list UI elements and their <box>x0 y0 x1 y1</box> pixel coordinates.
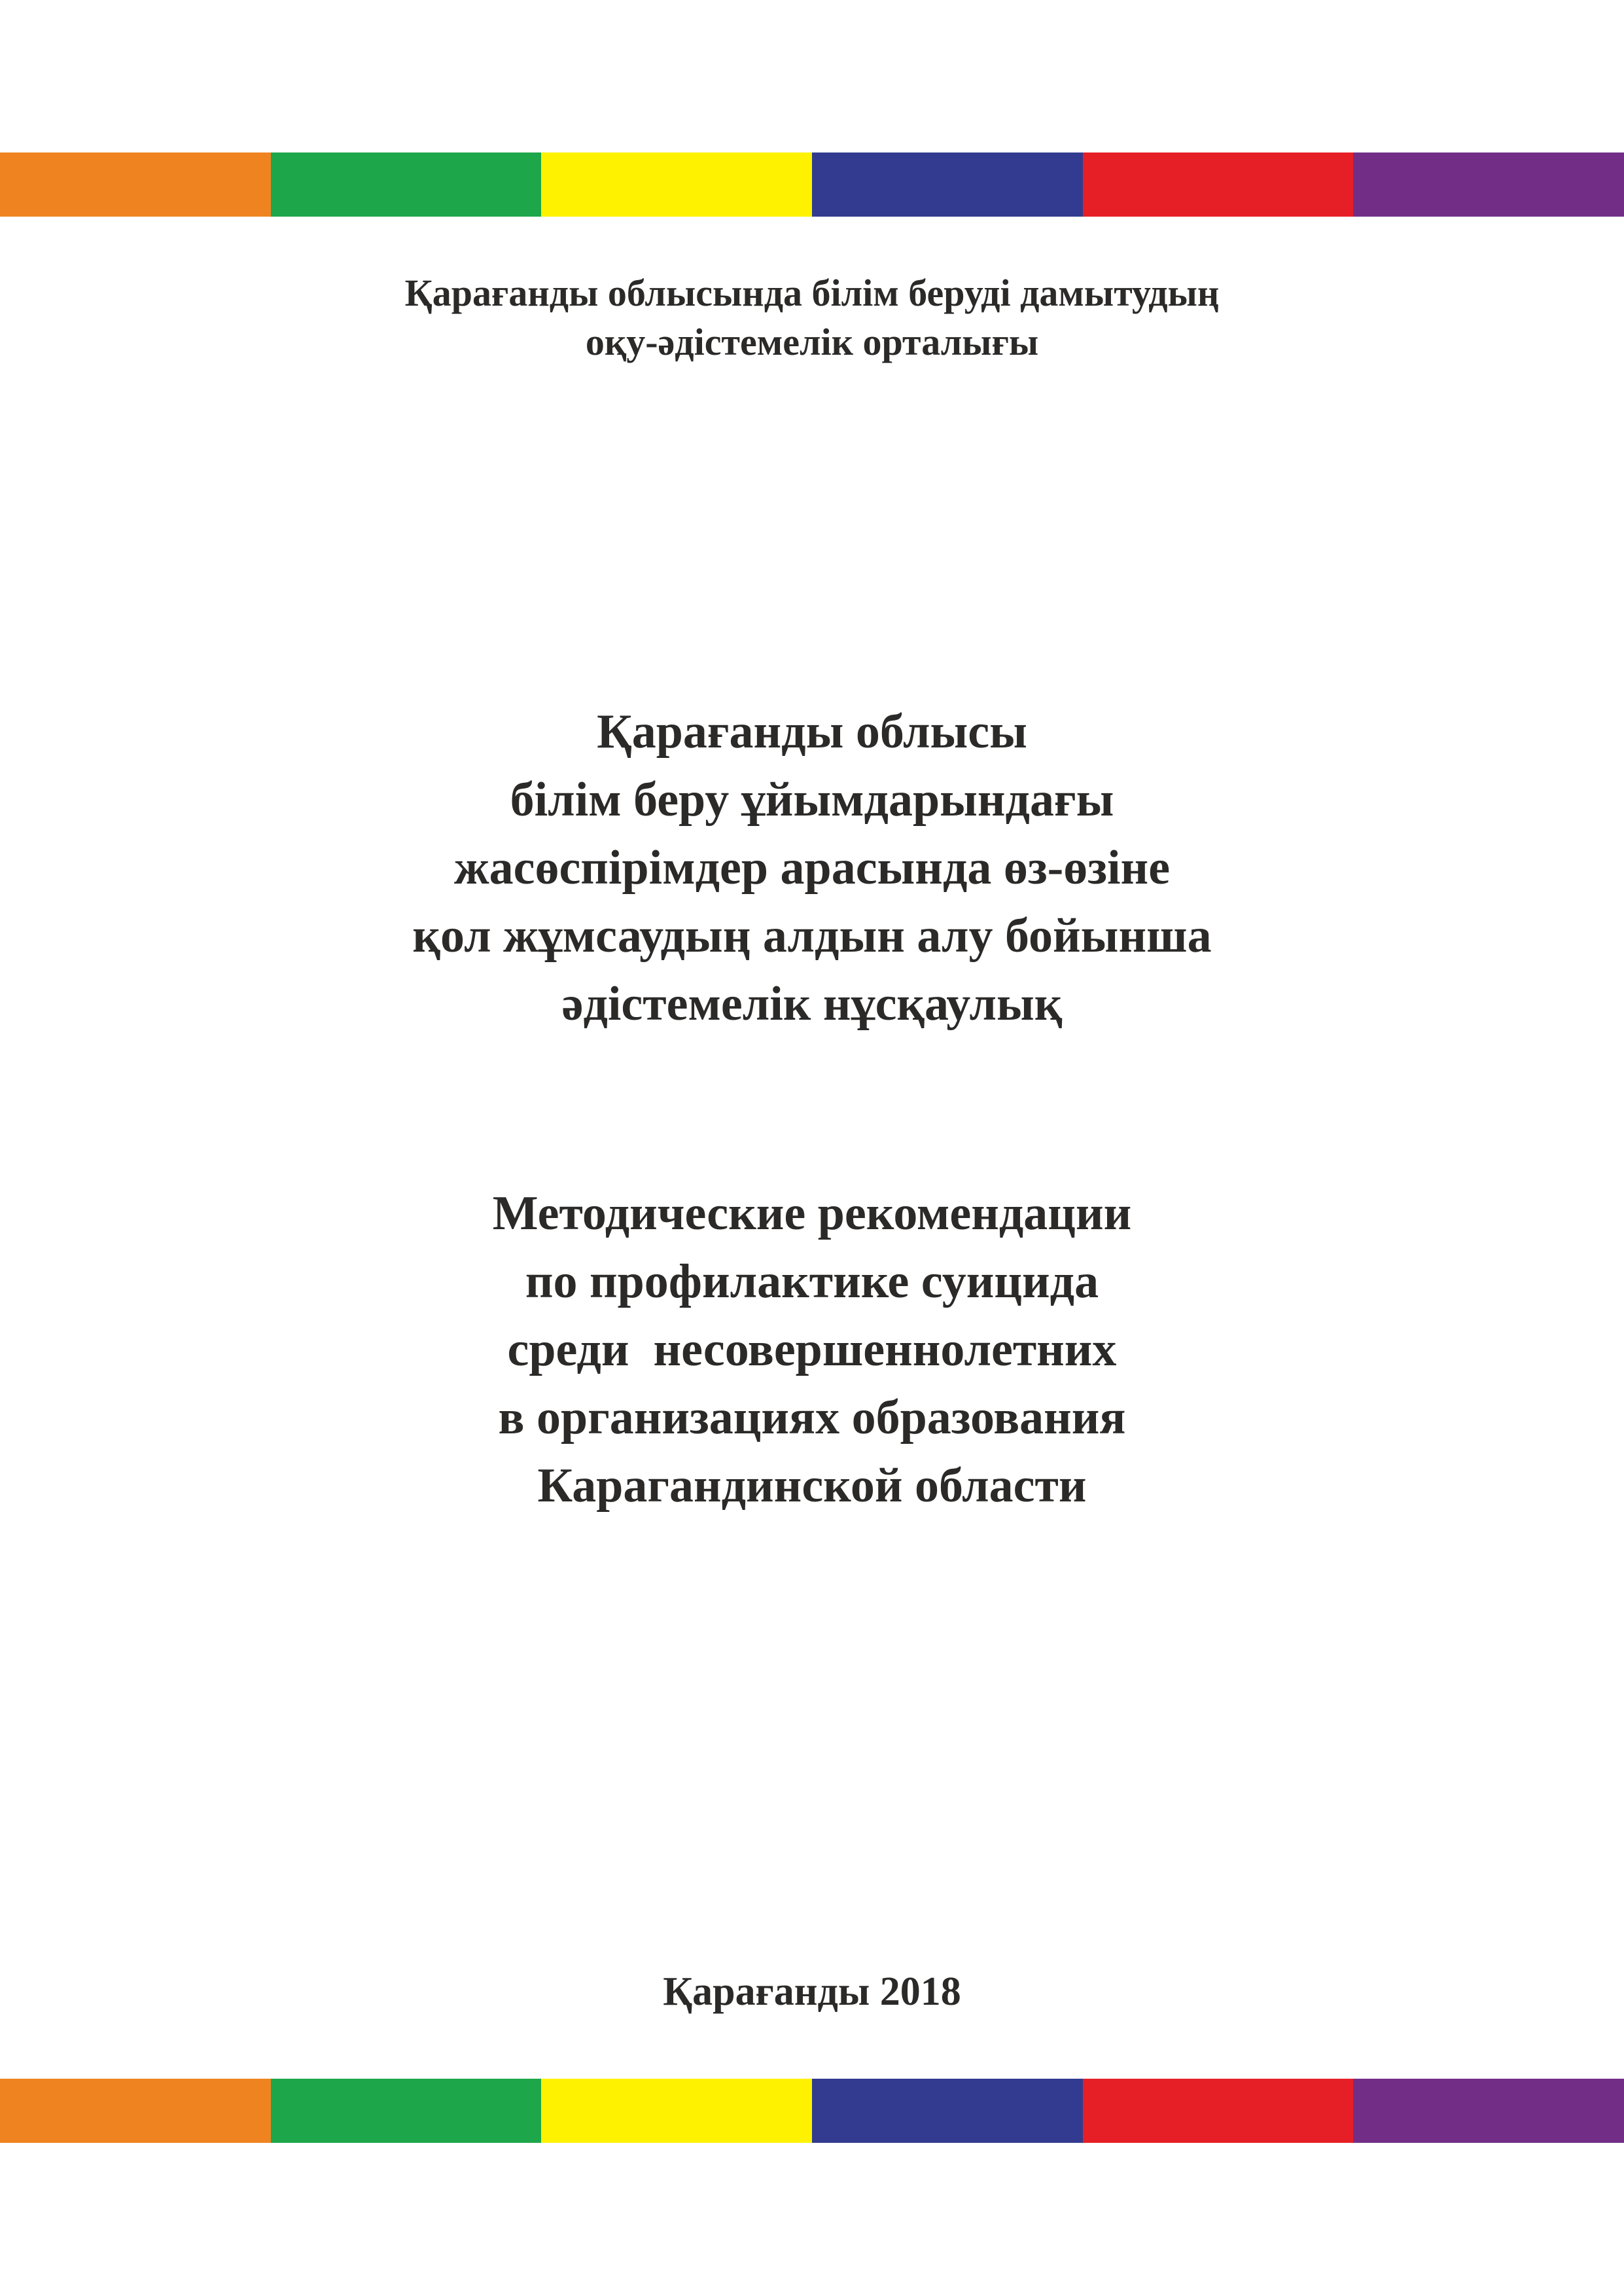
title-russian-line: среди несовершеннолетних <box>507 1323 1117 1376</box>
stripe-segment-green <box>271 2079 542 2143</box>
stripe-segment-red <box>1083 2079 1354 2143</box>
title-kazakh-line: әдістемелік нұсқаулық <box>561 977 1063 1031</box>
stripe-segment-yellow <box>541 2079 812 2143</box>
stripe-segment-blue <box>812 152 1083 217</box>
title-kazakh-line: білім беру ұйымдарындағы <box>510 773 1114 827</box>
stripe-segment-orange <box>0 2079 271 2143</box>
organization-name <box>0 268 1624 367</box>
title-kazakh-line: жасөспірімдер арасында өз-өзіне <box>453 841 1171 895</box>
title-kazakh-line: Қарағанды облысы <box>597 705 1027 759</box>
place-and-year <box>0 1965 1624 2018</box>
top-color-stripe <box>0 152 1624 217</box>
organization-line: Қарағанды облысында білім беруді дамытудың <box>404 272 1220 314</box>
stripe-segment-blue <box>812 2079 1083 2143</box>
title-russian-line: Методические рекомендации <box>492 1187 1132 1240</box>
place-year-text: Қарағанды 2018 <box>663 1969 961 2014</box>
title-russian-line: по профилактике суицида <box>525 1255 1099 1308</box>
stripe-segment-yellow <box>541 152 812 217</box>
bottom-color-stripe <box>0 2079 1624 2143</box>
stripe-segment-green <box>271 152 542 217</box>
stripe-segment-purple <box>1353 2079 1624 2143</box>
title-russian-line: в организациях образования <box>498 1391 1126 1444</box>
organization-line: оқу-әдістемелік орталығы <box>585 321 1039 363</box>
stripe-segment-orange <box>0 152 271 217</box>
title-kazakh-line: қол жұмсаудың алдын алу бойынша <box>412 909 1212 963</box>
title-kazakh <box>0 698 1624 1038</box>
stripe-segment-red <box>1083 152 1354 217</box>
title-russian <box>0 1179 1624 1520</box>
stripe-segment-purple <box>1353 152 1624 217</box>
title-russian-line: Карагандинской области <box>537 1459 1087 1513</box>
